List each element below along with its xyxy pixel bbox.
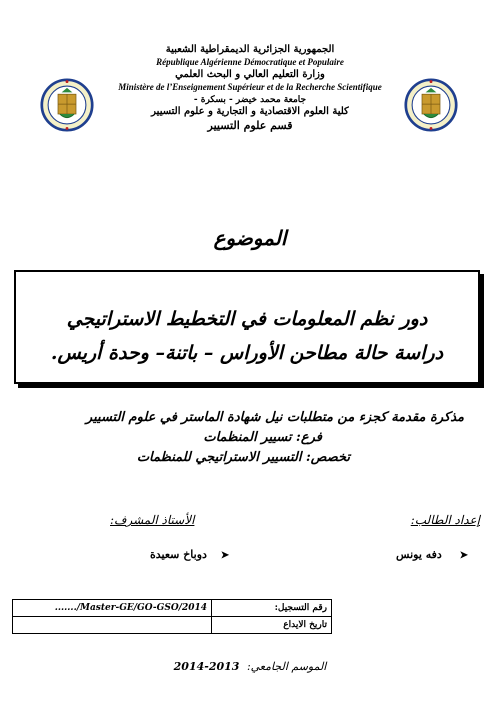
arrow-bullet-icon: ➤: [459, 550, 468, 561]
arrow-bullet-icon: ➤: [220, 550, 230, 561]
ministry-arabic: وزارة التعليم العالي و البحث العلمي: [175, 69, 325, 80]
memo-specialty: [137, 450, 350, 465]
specialty-label: تخصص:: [305, 450, 350, 465]
subject-heading: الموضوع: [213, 226, 287, 250]
title-box: [14, 270, 480, 384]
student-name: دفه يونس: [396, 548, 442, 561]
thesis-title: دور نظم المعلومات في التخطيط الاستراتيجي: [66, 308, 428, 330]
university-name: جامعة محمد خيضر - بسكرة -: [193, 95, 307, 105]
faculty-name: كلية العلوم الاقتصادية و التجارية و علوم التسيير: [151, 106, 349, 117]
republic-arabic: الجمهورية الجزائرية الديمقراطية الشعبية: [165, 44, 335, 55]
table-row: [13, 617, 332, 634]
deposit-date: [13, 617, 212, 634]
supervisor-name: دوباخ سعيدة: [150, 548, 207, 561]
academic-year-value: 2014-2013: [173, 660, 240, 673]
memo-description: مذكرة مقدمة كجزء من متطلبات نيل شهادة الماستر في علوم التسيير: [85, 410, 464, 425]
university-seal-icon: [404, 78, 458, 132]
ministry-french: Ministère de l’Enseignement Supérieur et de la Recherche Scientifique: [118, 82, 382, 92]
department-name: قسم علوم التسيير: [207, 119, 293, 132]
republic-french: République Algérienne Démocratique et Populaire: [156, 57, 344, 67]
memo-branch: [203, 430, 322, 445]
table-row: [13, 600, 332, 617]
branch-value: تسيير المنظمات: [203, 430, 292, 445]
supervisor-entry: [150, 548, 229, 561]
specialty-value: التسيير الاستراتيجي للمنظمات: [136, 450, 302, 465]
student-label: إعداد الطالب:: [410, 513, 480, 527]
registration-table: [12, 599, 332, 634]
university-seal-icon: [40, 78, 94, 132]
student-entry: [396, 548, 468, 561]
registration-label: رقم التسجيل:: [212, 600, 332, 617]
deposit-date-label: تاريخ الايداع: [212, 617, 332, 634]
registration-number: ......./Master-GE/GO-GSO/2014: [13, 600, 212, 617]
academic-year: [0, 660, 500, 673]
academic-year-label: الموسم الجامعي:: [246, 660, 327, 673]
supervisor-label: الأستاذ المشرف:: [110, 513, 195, 527]
branch-label: فرع:: [296, 430, 322, 445]
thesis-subtitle: دراسة حالة مطاحن الأوراس – باتنة– وحدة أريس.: [50, 342, 444, 364]
